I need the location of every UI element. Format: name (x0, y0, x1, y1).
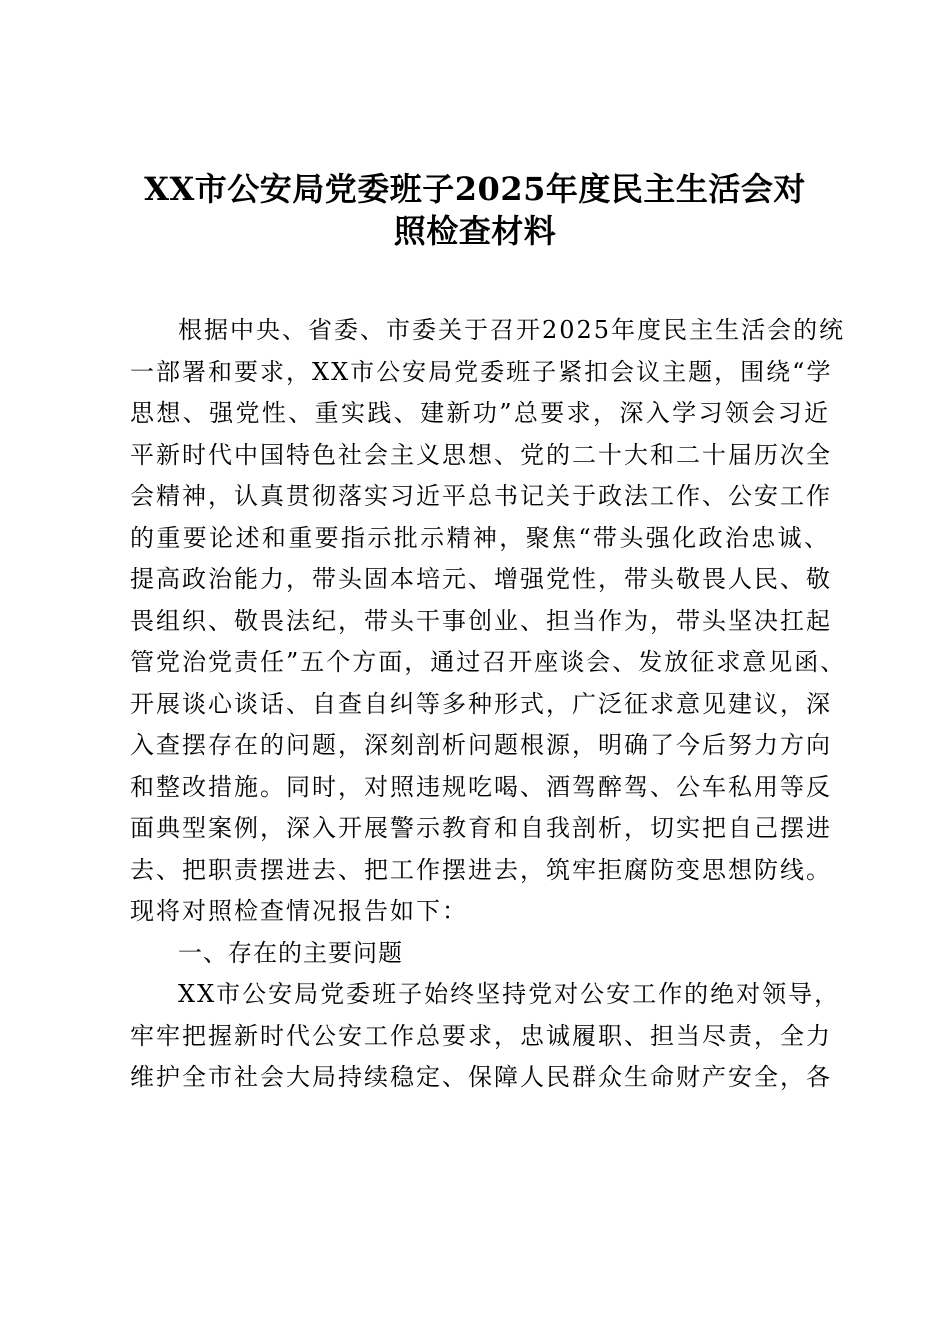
paragraph-line: 提高政治能力，带头固本培元、增强党性，带头敬畏人民、敬 (130, 565, 832, 593)
paragraph-line: 思想、强党性、重实践、建新功”总要求，深入学习领会习近 (130, 399, 830, 427)
title-line-1: XX市公安局党委班子2025年度民主生活会对 (144, 170, 806, 208)
paragraph-line: 现将对照检查情况报告如下： (130, 897, 468, 925)
paragraph-line: 畏组织、敬畏法纪，带头干事创业、担当作为，带头坚决扛起 (130, 606, 832, 635)
paragraph-line: 根据中央、省委、市委关于召开2025年度民主生活会的统 (178, 316, 846, 344)
paragraph-line: 牢牢把握新时代公安工作总要求，忠诚履职、担当尽责，全力 (130, 1021, 832, 1050)
title-line-2: 照检查材料 (393, 212, 557, 250)
paragraph-line: 平新时代中国特色社会主义思想、党的二十大和二十届历次全 (130, 440, 832, 469)
paragraph-line: 面典型案例，深入开展警示教育和自我剖析，切实把自己摆进 (130, 814, 832, 842)
paragraph-line: 维护全市社会大局持续稳定、保障人民群众生命财产安全，各 (130, 1063, 832, 1091)
paragraph-line: 去、把职责摆进去、把工作摆进去，筑牢拒腐防变思想防线。 (130, 855, 832, 884)
document-title (110, 168, 840, 252)
paragraph-line: 一部署和要求，XX市公安局党委班子紧扣会议主题，围绕“学 (130, 357, 833, 386)
paragraph-intro (130, 310, 847, 1099)
paragraph-line: 和整改措施。同时，对照违规吃喝、酒驾醉驾、公车私用等反 (130, 772, 832, 801)
paragraph-line: XX市公安局党委班子始终坚持党对公安工作的绝对领导， (178, 980, 841, 1008)
paragraph-line: 管党治党责任”五个方面，通过召开座谈会、发放征求意见函、 (130, 648, 847, 676)
section-heading: 一、存在的主要问题 (178, 938, 403, 967)
paragraph-line: 会精神，认真贯彻落实习近平总书记关于政法工作、公安工作 (130, 482, 832, 510)
paragraph-line: 入查摆存在的问题，深刻剖析问题根源，明确了今后努力方向 (130, 731, 832, 759)
paragraph-line: 开展谈心谈话、自查自纠等多种形式，广泛征求意见建议，深 (130, 689, 832, 718)
paragraph-line: 的重要论述和重要指示批示精神，聚焦“带头强化政治忠诚、 (130, 523, 830, 552)
